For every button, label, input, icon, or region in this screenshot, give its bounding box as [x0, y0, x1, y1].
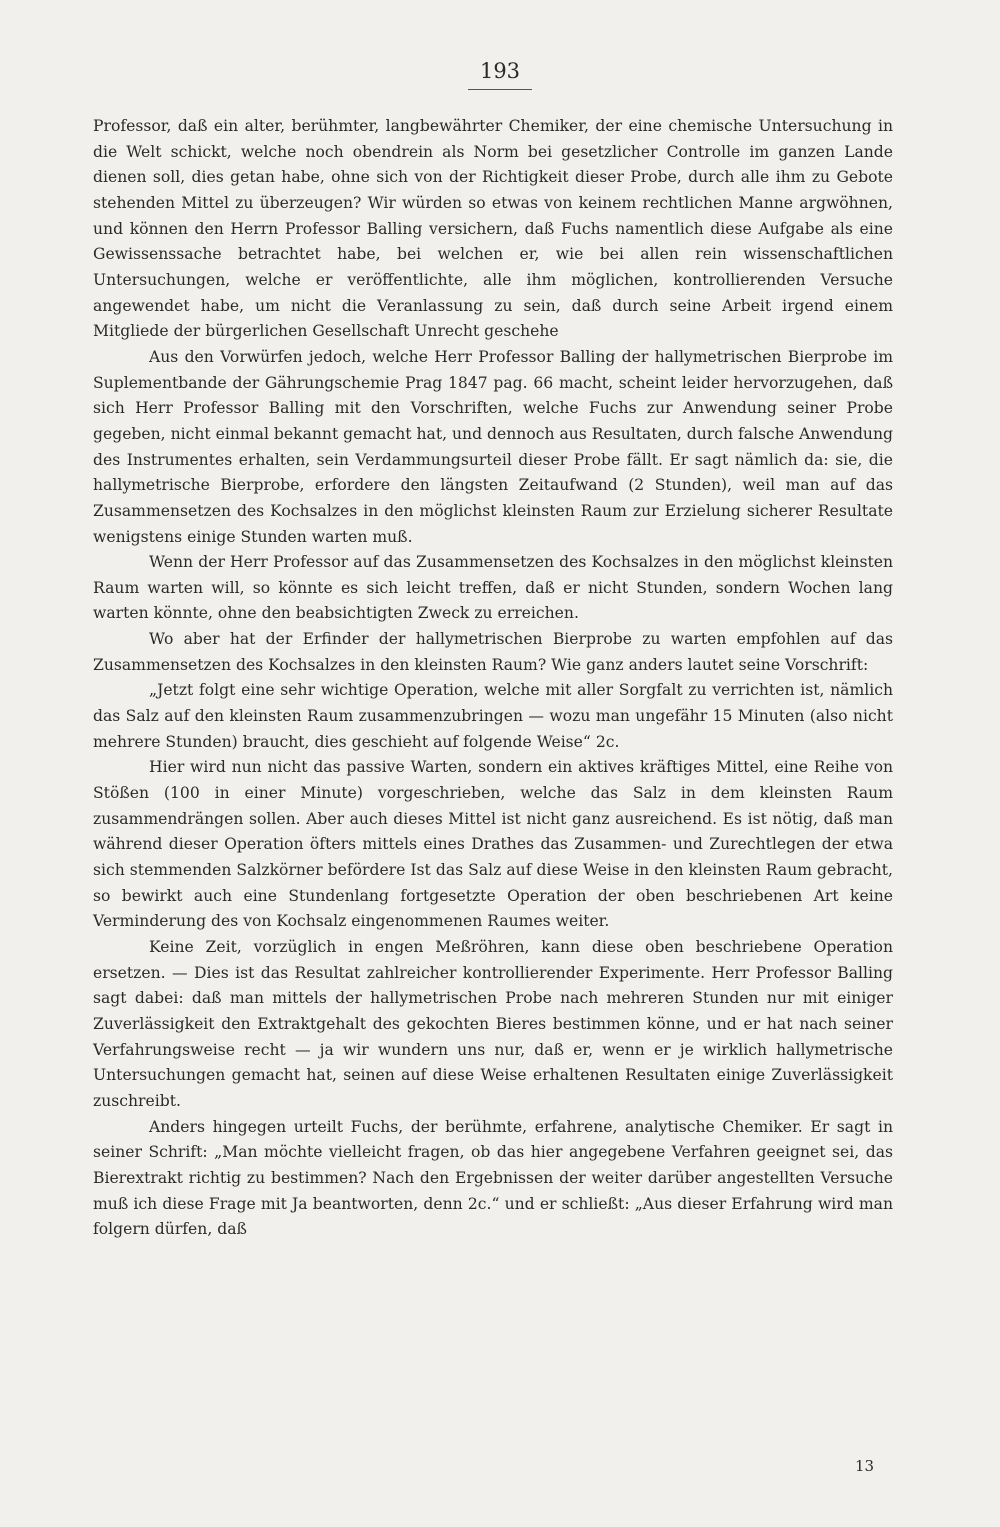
paragraph-1: Professor, daß ein alter, berühmter, langbewährter Chemiker, der eine chemische Untersuchung in die Welt schickt, welche noch obendrein als Norm bei gesetzlicher Controlle im ganzen Lande dienen soll, dies getan habe, ohne sich von der Richtigkeit dieser Probe, durch alle ihm zu Gebote stehenden Mittel zu überzeugen? Wir würden so etwas von keinem rechtlichen Manne argwöhnen, und können den Herrn Professor Balling versichern, daß Fuchs namentlich diese Aufgabe als eine Gewissenssache betrachtet habe, bei welchen er, wie bei allen rein wissenschaftlichen Untersuchungen, welche er veröffentlichte, alle ihm möglichen, kontrollierenden Versuche angewendet habe, um nicht die Veranlassung zu sein, daß durch seine Arbeit irgend einem Mitgliede der bürgerlichen Gesellschaft Unrecht geschehe: [93, 117, 893, 341]
paragraph-5-quote: „Jetzt folgt eine sehr wichtige Operation, welche mit aller Sorgfalt zu verrichten ist, nämlich das Salz auf den kleinsten Raum zusammenzubringen — wozu man ungefähr 15 Minuten (also nicht mehrere Stunden) braucht, dies geschieht auf folgende Weise“ 2c.: [93, 681, 893, 751]
paragraph-8: Anders hingegen urteilt Fuchs, der berühmte, erfahrene, analytische Chemiker. Er sagt in seiner Schrift: „Man möchte vielleicht fragen, ob das hier angegebene Verfahren geeignet sei, das Bierextrakt richtig zu bestimmen? Nach den Ergebnissen der weiter darüber angestellten Versuche muß ich diese Frage mit Ja beantworten, denn 2c.“ und er schließt: „Aus dieser Erfahrung wird man folgern dürfen, daß: [93, 1117, 893, 1239]
paragraph-2: Aus den Vorwürfen jedoch, welche Herr Professor Balling der hallymetrischen Bierprobe im Suplementbande der Gährungschemie Prag 1847 pag. 66 macht, scheint leider hervorzugehen, daß sich Herr Professor Balling mit den Vorschriften, welche Fuchs zur Anwendung seiner Probe gegeben, nicht einmal bekannt gemacht hat, und dennoch aus Resultaten, durch falsche Anwendung des Instrumentes erhalten, sein Verdammungsurteil dieser Probe fällt. Er sagt nämlich da: sie, die hallymetrische Bierprobe, erfordere den längsten Zeitaufwand (2 Stunden), weil man auf das Zusammensetzen des Kochsalzes in den möglichst kleinsten Raum zur Erzielung sicherer Resultate wenigstens einige Stunden warten muß.: [93, 347, 893, 546]
body-text: [93, 114, 893, 1243]
paragraph-3: Wenn der Herr Professor auf das Zusammensetzen des Kochsalzes in den möglichst kleinsten Raum warten will, so könnte es sich leicht treffen, daß er nicht Stunden, sondern Wochen lang warten könnte, ohne den beabsichtigten Zweck zu erreichen.: [93, 553, 893, 623]
paragraph-4: Wo aber hat der Erfinder der hallymetrischen Bierprobe zu warten empfohlen auf das Zusammensetzen des Kochsalzes in den kleinsten Raum? Wie ganz anders lautet seine Vorschrift:: [93, 630, 893, 674]
signature-mark: 13: [855, 1457, 875, 1475]
paragraph-7: Keine Zeit, vorzüglich in engen Meßröhren, kann diese oben beschriebene Operation ersetzen. — Dies ist das Resultat zahlreicher kontrollierender Experimente. Herr Professor Balling sagt dabei: daß man mittels der hallymetrischen Probe nach mehreren Stunden nur mit einiger Zuverlässigkeit den Extraktgehalt des gekochten Bieres bestimmen könne, und er hat nach seiner Verfahrungsweise recht — ja wir wundern uns nur, daß er, wenn er je wirklich hallymetrische Untersuchungen gemacht hat, seinen auf diese Weise erhaltenen Resultaten einige Zuverlässigkeit zuschreibt.: [93, 938, 893, 1110]
page-number: 193: [479, 59, 521, 83]
page-number-rule: [468, 89, 532, 90]
paragraph-6: Hier wird nun nicht das passive Warten, sondern ein aktives kräftiges Mittel, eine Reihe von Stößen (100 in einer Minute) vorgeschrieben, welche das Salz in dem kleinsten Raum zusammendrängen sollen. Aber auch dieses Mittel ist nicht ganz ausreichend. Es ist nötig, daß man während dieser Operation öfters mittels eines Drathes das Zusammen- und Zurechtlegen der etwa sich stemmenden Salzkörner befördere Ist das Salz auf diese Weise in den kleinsten Raum gebracht, so bewirkt auch eine Stundenlang fortgesetzte Operation der oben beschriebenen Art keine Verminderung des von Kochsalz eingenommenen Raumes weiter.: [93, 758, 893, 931]
